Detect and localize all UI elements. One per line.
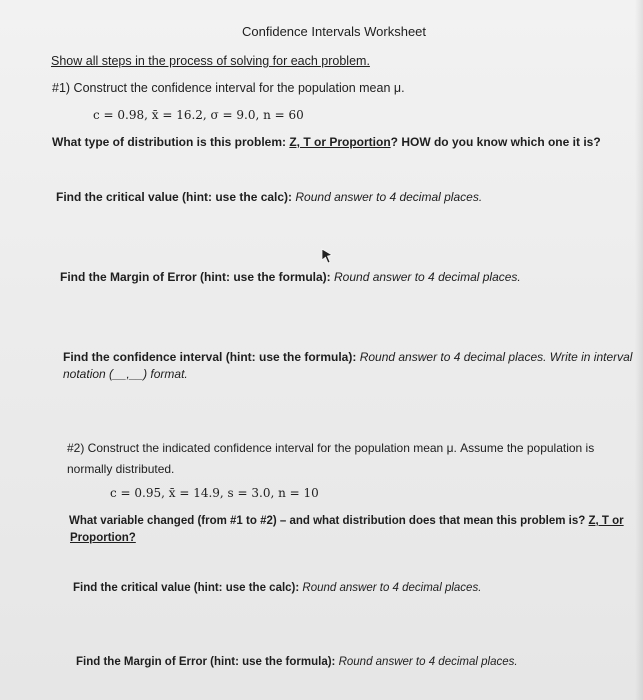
p2-critical-value-rounding: Round answer to 4 decimal places. [302,582,482,594]
problem1-critical-value [56,190,482,205]
worksheet-title: Confidence Intervals Worksheet [242,24,427,39]
p2-moe-label: Find the Margin of Error (hint: use the formula): [76,656,339,668]
p2-critical-value-label: Find the critical value (hint: use the calc): [73,582,303,594]
problem2-prompt-line1: #2) Construct the indicated confidence interval for the population mean μ. Assume the population is [67,441,595,455]
dist-question-end: ? HOW do you know which one it is? [390,135,601,149]
problem2-variable-question-cont: Proportion? [70,532,136,544]
var-question-options: Z, T or [588,515,624,527]
moe-rounding: Round answer to 4 decimal places. [334,270,521,284]
p2-moe-rounding: Round answer to 4 decimal places. [338,656,518,668]
critical-value-label: Find the critical value (hint: use the calc): [56,190,296,204]
dist-question-options: Z, T or Proportion [289,135,391,149]
instructions: Show all steps in the process of solving for each problem. [51,54,370,68]
problem1-margin-of-error [60,270,521,285]
ci-label: Find the confidence interval (hint: use the formula): [63,350,360,364]
problem1-distribution-question [52,135,601,150]
moe-label: Find the Margin of Error (hint: use the formula): [60,270,334,284]
problem1-ci-format: notation (__,__) format. [63,367,188,381]
page-edge-shadow [635,0,643,700]
problem1-prompt: #1) Construct the confidence interval for the population mean μ. [52,81,405,95]
var-question-text: What variable changed (from #1 to #2) – and what distribution does that mean this problem is? [69,515,589,527]
problem1-confidence-interval [63,350,632,365]
dist-question-text: What type of distribution is this problem: [52,135,290,149]
problem2-variable-question [69,514,624,529]
problem2-given-values: c = 0.95, x̄ = 14.9, s = 3.0, n = 10 [110,486,319,500]
critical-value-rounding: Round answer to 4 decimal places. [295,190,483,204]
mouse-cursor-icon [320,248,334,264]
problem2-prompt-line2: normally distributed. [67,462,175,476]
problem1-given-values: c = 0.98, x̄ = 16.2, σ = 9.0, n = 60 [93,108,304,122]
problem2-margin-of-error [76,655,518,670]
problem2-critical-value [73,581,481,596]
ci-rounding: Round answer to 4 decimal places. Write in interval [359,350,633,364]
